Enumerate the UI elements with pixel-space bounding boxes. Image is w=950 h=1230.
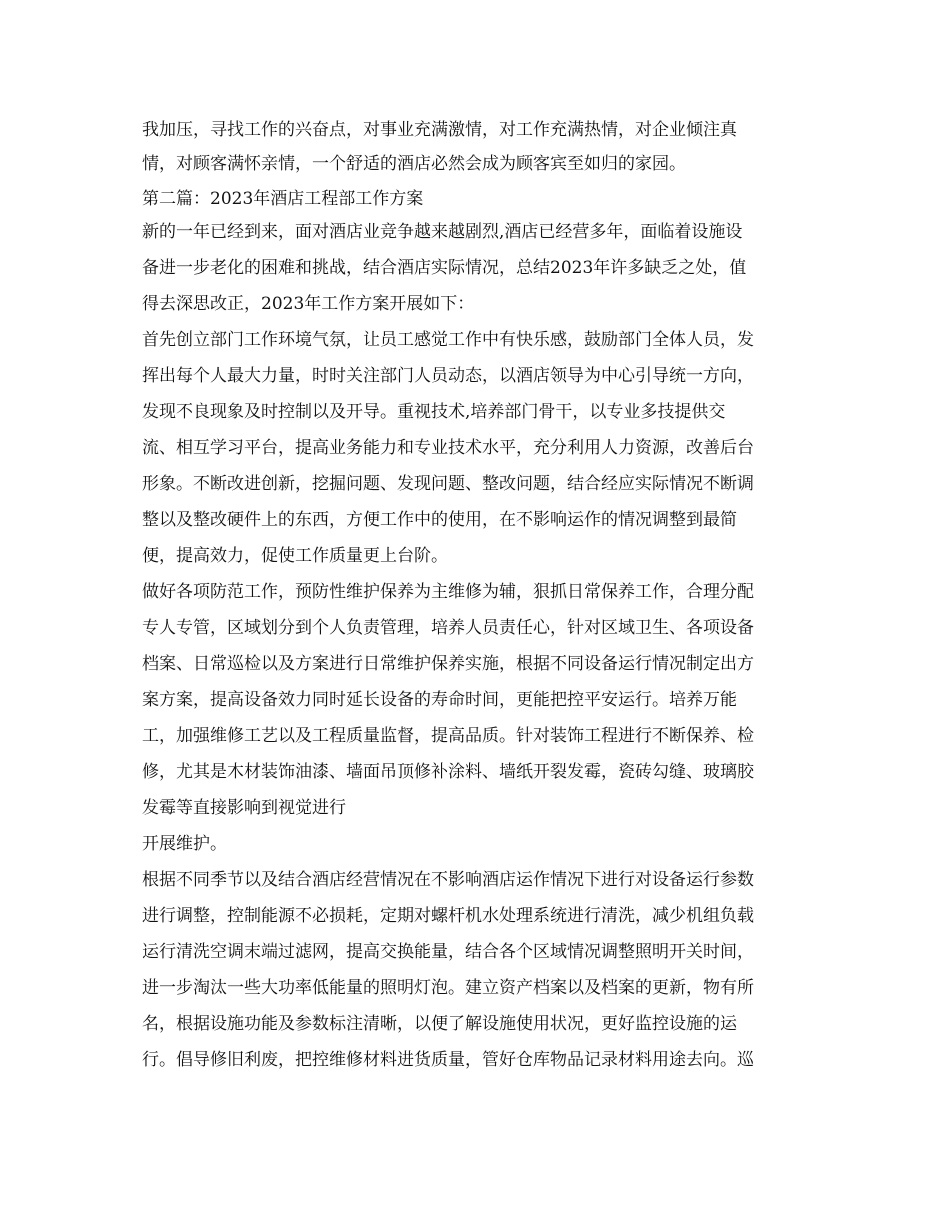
text-line: 进行调整，控制能源不必损耗，定期对螺杆机水处理系统进行清洗，减少机组负载 bbox=[142, 906, 754, 926]
text-line: 开展维护。 bbox=[142, 834, 227, 854]
text-line: 做好各项防范工作，预防性维护保养为主维修为辅，狠抓日常保养工作，合理分配 bbox=[142, 582, 754, 602]
text-line: 工，加强维修工艺以及工程质量监督，提高品质。针对装饰工程进行不断保养、检 bbox=[142, 726, 754, 746]
text-line: 行。倡导修旧利废，把控维修材料进货质量，管好仓库物品记录材料用途去向。巡 bbox=[142, 1050, 754, 1070]
text-line: 首先创立部门工作环境气氛，让员工感觉工作中有快乐感，鼓励部门全体人员，发 bbox=[142, 330, 754, 350]
text-line: 新的一年已经到来，面对酒店业竞争越来越剧烈,酒店已经营多年，面临着设施设 bbox=[142, 222, 743, 242]
section-heading: 第二篇：2023年酒店工程部工作方案 bbox=[142, 189, 424, 209]
text-line: 根据不同季节以及结合酒店经营情况在不影响酒店运作情况下进行对设备运行参数 bbox=[142, 870, 754, 890]
text-line: 修，尤其是木材装饰油漆、墙面吊顶修补涂料、墙纸开裂发霉，瓷砖勾缝、玻璃胶 bbox=[142, 762, 754, 782]
text-line: 流、相互学习平台，提高业务能力和专业技术水平，充分利用人力资源，改善后台 bbox=[142, 438, 754, 458]
text-line: 档案、日常巡检以及方案进行日常维护保养实施，根据不同设备运行情况制定出方 bbox=[142, 654, 754, 674]
text-line: 发现不良现象及时控制以及开导。重视技术,培养部门骨干，以专业多技提供交 bbox=[142, 402, 726, 422]
text-line: 挥出每个人最大力量，时时关注部门人员动态，以酒店领导为中心引导统一方向， bbox=[142, 366, 754, 386]
text-line: 案方案，提高设备效力同时延长设备的寿命时间，更能把控平安运行。培养万能 bbox=[142, 690, 737, 710]
text-line: 得去深思改正，2023年工作方案开展如下： bbox=[142, 294, 475, 314]
text-line: 专人专管，区域划分到个人负责管理，培养人员责任心，针对区域卫生、各项设备 bbox=[142, 618, 754, 638]
text-line: 运行清洗空调末端过滤网，提高交换能量，结合各个区域情况调整照明开关时间， bbox=[142, 942, 754, 962]
text-line: 情，对顾客满怀亲情，一个舒适的酒店必然会成为顾客宾至如归的家园。 bbox=[142, 154, 686, 174]
text-line: 发霉等直接影响到视觉进行 bbox=[142, 798, 346, 818]
text-line: 我加压，寻找工作的兴奋点，对事业充满激情，对工作充满热情，对企业倾注真 bbox=[142, 120, 737, 140]
text-line: 整以及整改硬件上的东西，方便工作中的使用，在不影响运作的情况调整到最简 bbox=[142, 510, 737, 530]
text-line: 名，根据设施功能及参数标注清晰，以便了解设施使用状况，更好监控设施的运 bbox=[142, 1014, 737, 1034]
text-line: 形象。不断改进创新，挖掘问题、发现问题、整改问题，结合经应实际情况不断调 bbox=[142, 474, 754, 494]
text-line: 进一步淘汰一些大功率低能量的照明灯泡。建立资产档案以及档案的更新，物有所 bbox=[142, 978, 754, 998]
text-line: 便，提高效力，促使工作质量更上台阶。 bbox=[142, 546, 448, 566]
text-line: 备进一步老化的困难和挑战，结合酒店实际情况，总结2023年许多缺乏之处，值 bbox=[142, 258, 747, 278]
